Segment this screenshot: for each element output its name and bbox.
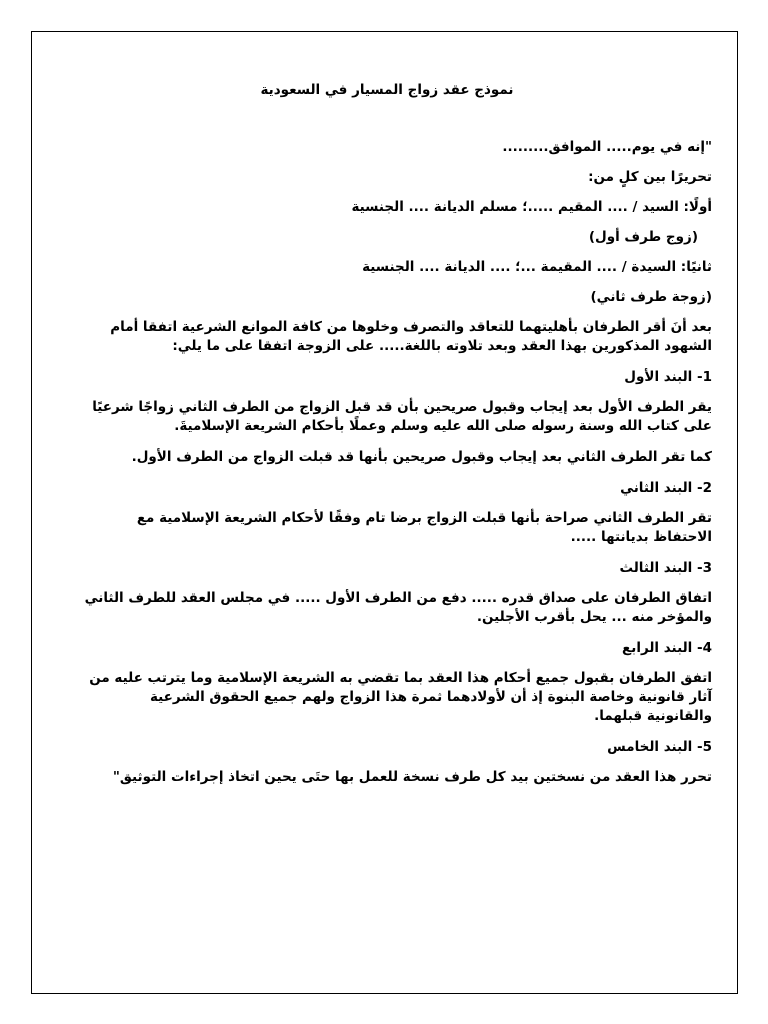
clause-paragraph (62, 589, 712, 627)
clause-line: والمؤخر منه ... يحل بأقرب الأجلين. (476, 609, 712, 625)
preamble-line: الشهود المذكورين بهذا العقد وبعد تلاوته باللغة..... على الزوجة اتفقا على ما يلي: (172, 338, 712, 354)
clause-heading: 4- البند الرابع (622, 640, 712, 656)
clause-heading: 1- البند الأول (624, 369, 712, 385)
clause-paragraph (62, 768, 712, 787)
first-party-role: (زوج طرف أول) (588, 229, 698, 245)
preamble-line: بعد أنَ أقر الطرفان بأهليتهما للتعاقد والتصرف وخلوها من كافة الموانع الشرعية اتفقا أمام (110, 319, 712, 335)
second-party-role: (زوجة طرف ثاني) (590, 289, 712, 305)
clause-line: اتفق الطرفان بقبول جميع أحكام هذا العقد بما تقضي به الشريعة الإسلامية وما يترتب عليه من (89, 670, 712, 686)
clause-line: والقانونية قبلهما. (594, 708, 712, 724)
clause-heading: 5- البند الخامس (607, 739, 712, 755)
clause-line: اتفاق الطرفان على صداق قدره ..... دفع من الطرف الأول ..... في مجلس العقد للطرف الثاني (84, 590, 712, 606)
clause-paragraph (62, 398, 712, 436)
opening-line: "إنه في يوم..... الموافق......... (502, 139, 712, 155)
between-line: تحريرًا بين كلٍ من: (588, 169, 712, 185)
document-title: نموذج عقد زواج المسيار في السعودية (260, 82, 514, 98)
clause-line: آثار قانونية وخاصة البنوة إذ أن لأولادهما ثمرة هذا الزواج ولهم جميع الحقوق الشرعية (149, 689, 712, 705)
clause-line: على كتاب الله وسنة رسوله صلى الله عليه وسلم وعملًا بأحكام الشريعة الإسلاميةَ. (174, 418, 712, 434)
clause-line: الاحتفاظ بديانتها ..... (570, 529, 712, 545)
clause-paragraph (62, 669, 712, 726)
clause-paragraph (62, 509, 712, 547)
clause-line: تقر الطرف الثاني صراحة بأنها قبلت الزواج برضا تام وفقًا لأحكام الشريعة الإسلامية مع (136, 510, 712, 526)
preamble-paragraph (62, 318, 712, 356)
clause-line: تحرر هذا العقد من نسختين بيد كل طرف نسخة للعمل بها حتَى يحين اتخاذ إجراءات التوثيق" (112, 769, 712, 785)
second-party-line: ثانيًا: السيدة / .... المقيمة ...؛ .... الديانة .... الجنسية (362, 259, 712, 275)
clause-heading: 2- البند الثاني (620, 480, 712, 496)
contract-document (62, 80, 712, 799)
clause-line: يقر الطرف الأول بعد إيجاب وقبول صريحين بأن قد قبل الزواج من الطرف الثاني زواجًا شرعيًا (92, 399, 712, 415)
clause-paragraph (62, 448, 712, 467)
clause-heading: 3- البند الثالث (619, 560, 712, 576)
clause-line: كما تقر الطرف الثاني بعد إيجاب وقبول صريحين بأنها قد قبلت الزواج من الطرف الأول. (131, 449, 712, 465)
first-party-line: أولًا: السيد / .... المقيم .....؛ مسلم الديانة .... الجنسية (351, 199, 712, 215)
